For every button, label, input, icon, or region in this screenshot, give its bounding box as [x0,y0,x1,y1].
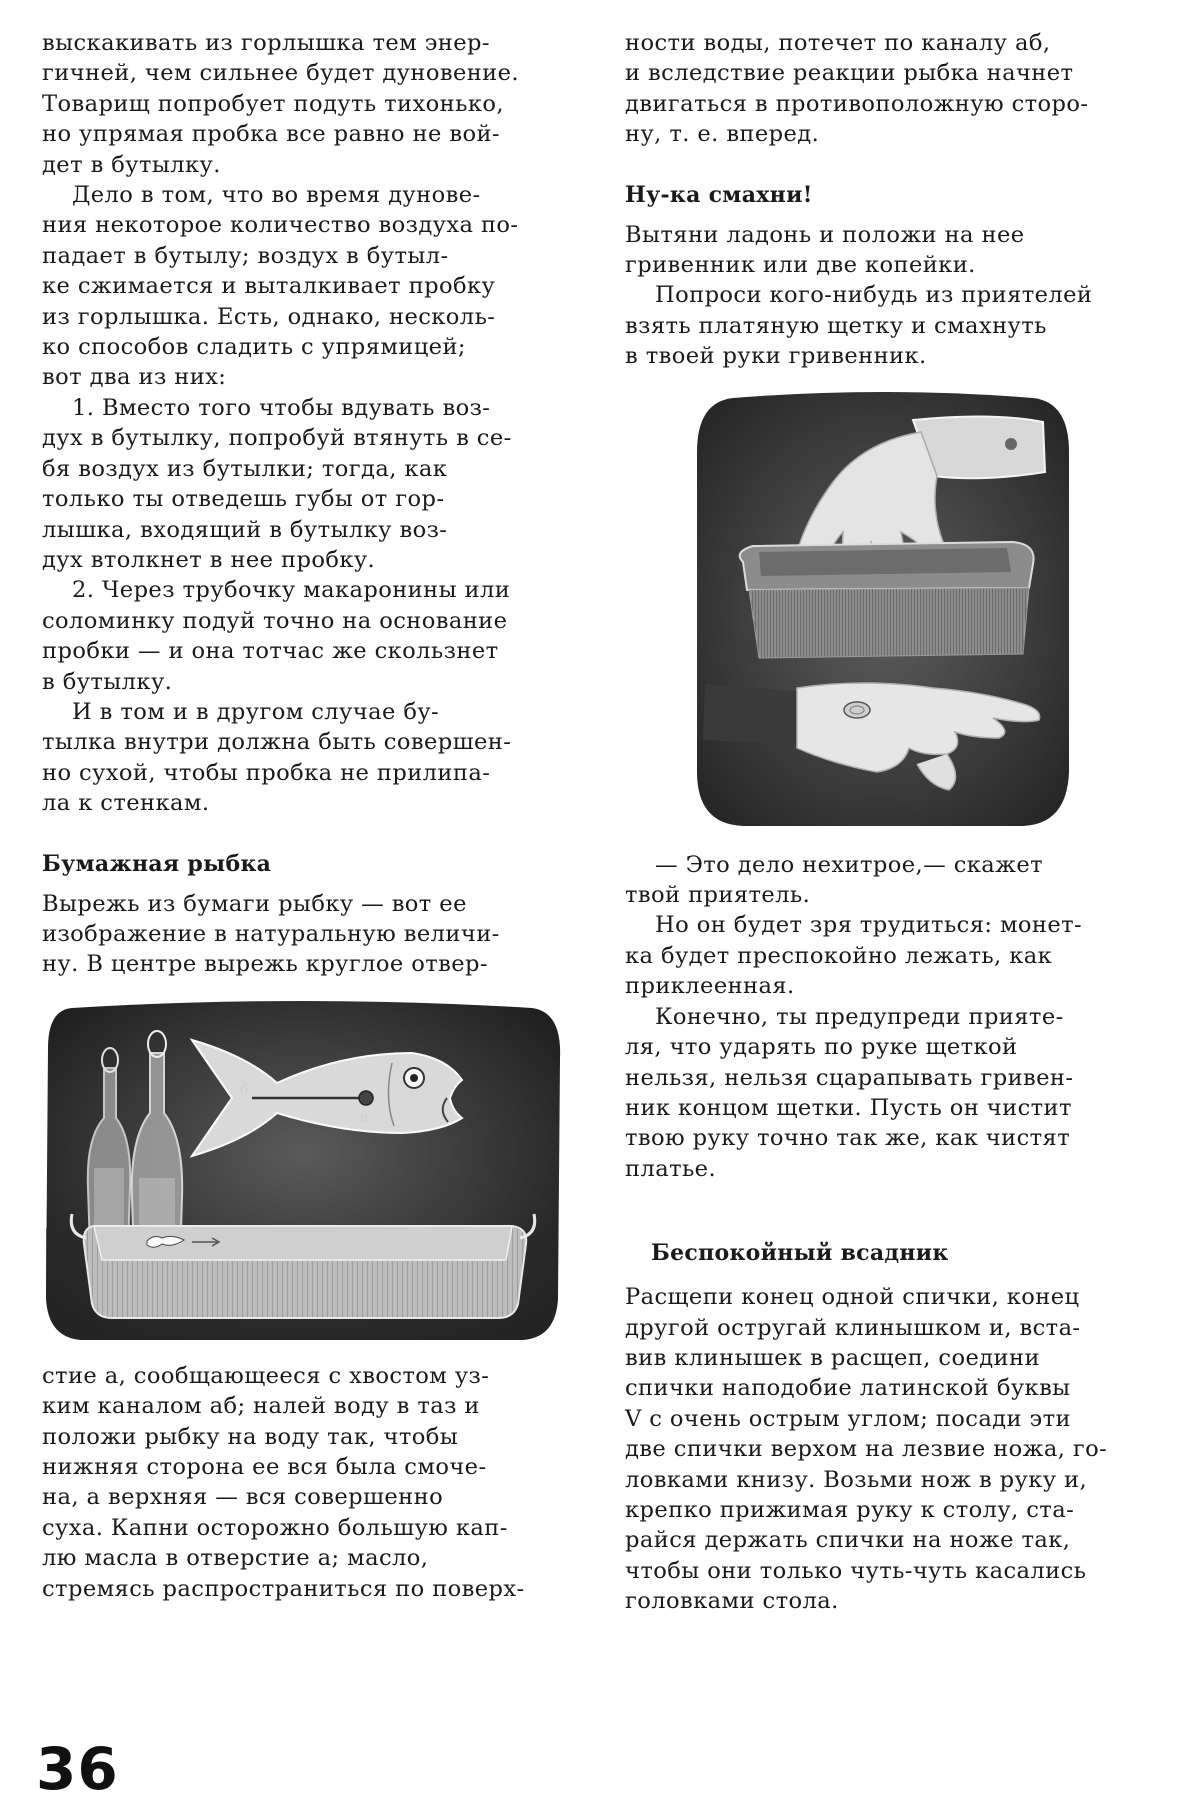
text-line: выскакивать из горлышка тем энер- [42,30,490,56]
brush-paragraph-5 [625,1002,1163,1184]
clothes-brush-icon [740,542,1034,658]
text-line: Конечно, ты предупреди прияте- [655,1003,1064,1030]
method-2-paragraph [42,575,588,697]
text-line: вот два из них: [42,364,227,391]
text-line: положи рыбку на воду так, чтобы [42,1423,459,1450]
text-line: и вследствие реакции рыбка начнет [625,60,1074,87]
text-line: дет в бутылку. [42,151,221,178]
hand-and-brush-drawing [693,392,1073,832]
text-line: гривенник или две копейки. [625,252,976,279]
text-line: в твоей руки гривенник. [625,343,927,370]
fish-continuation-paragraph [625,28,1163,150]
text-line: нижняя сторона ее вся была смоче- [42,1454,487,1480]
text-line: Но он будет зря трудиться: монет- [655,912,1083,939]
text-line: в бутылку. [42,668,173,695]
text-line: твой приятель. [625,882,811,909]
text-line: ля, что ударять по руке щеткой [625,1034,1018,1061]
text-line: из горлышка. Есть, однако, несколь- [42,303,496,330]
text-line: суха. Капни осторожно большую кап- [42,1514,508,1541]
text-line: двигаться в противоположную сторо- [625,90,1089,117]
text-line: райся держать спички на ноже так, [625,1527,1071,1554]
water-basin-icon [71,1214,534,1318]
text-line: лю масла в отверстие а; масло, [42,1545,429,1572]
text-line: Вырежь из бумаги рыбку — вот ее [42,890,467,917]
text-line: И в том и в другом случае бу- [72,698,440,725]
text-line: ности воды, потечет по каналу аб, [625,30,1051,56]
text-line: твою руку точно так же, как чистят [625,1125,1071,1152]
text-line: лышка, входящий в бутылку воз- [42,516,448,543]
text-line: ла к стенкам. [42,790,210,817]
brush-paragraph-4 [625,910,1163,1001]
text-line: на, а верхняя — вся совершенно [42,1484,444,1511]
text-line: вив клинышек в расщеп, соедини [625,1344,1040,1371]
text-line: ловками книзу. Возьми нож в руку и, [625,1466,1088,1493]
explanation-paragraph [42,180,588,393]
text-line: 2. Через трубочку макаронины или [72,577,511,604]
fish-intro-paragraph [42,889,588,980]
text-line: 1. Вместо того чтобы вдувать воз- [72,394,491,421]
method-1-paragraph [42,393,588,575]
intro-paragraph [42,28,588,180]
paper-fish-illustration [42,998,562,1343]
text-line: Попроси кого-нибудь из приятелей [655,282,1093,309]
text-line: ко способов сладить с упрямицей; [42,334,466,361]
text-line: пробки — и она тотчас же скользнет [42,638,499,665]
page-number: 36 [36,1735,119,1803]
text-line: ну. В центре вырежь круглое отвер- [42,951,488,978]
text-line: Дело в том, что во время дунове- [72,182,481,209]
text-line: тылка внутри должна быть совершен- [42,729,512,756]
text-line: чтобы они только чуть-чуть касались [625,1557,1087,1584]
rider-paragraph [625,1282,1163,1616]
text-line: платье. [625,1155,717,1182]
text-line: крепко прижимая руку к столу, ста- [625,1496,1075,1523]
text-line: ник концом щетки. Пусть он чистит [625,1094,1072,1121]
text-line: две спички верхом на лезвие ножа, го- [625,1436,1108,1463]
brush-paragraph-3 [625,850,1163,911]
fish-label-a: а [360,1109,369,1126]
text-line: ким каналом аб; налей воду в таз и [42,1393,480,1420]
text-line: ке сжимается и выталкивает пробку [42,273,496,300]
text-line: — Это дело нехитрое,— скажет [655,851,1043,878]
left-column [42,28,588,1604]
text-line: дух в бутылку, попробуй втянуть в се- [42,425,512,452]
text-line: бя воздух из бутылки; тогда, как [42,455,448,482]
hand-brush-illustration [693,392,1073,832]
text-line: спички наподобие латинской буквы [625,1375,1071,1402]
text-line: гичней, чем сильнее будет дуновение. [42,60,519,87]
fish-label-b: б [240,1081,249,1098]
text-line: приклеенная. [625,973,795,1000]
brush-paragraph-1 [625,220,1163,281]
right-column [625,28,1163,1617]
section-heading-rider: Беспокойный всадник [651,1240,949,1267]
section-heading-paper-fish: Бумажная рыбка [42,850,272,877]
text-line: ния некоторое количество воздуха по- [42,212,519,239]
brush-paragraph-2 [625,280,1163,371]
text-line: но сухой, чтобы пробка не прилипа- [42,759,491,786]
fish-instructions-paragraph [42,1361,588,1604]
section-heading-brush: Ну-ка смахни! [625,181,813,208]
text-line: дух втолкнет в нее пробку. [42,546,376,573]
text-line: Вытяни ладонь и положи на нее [625,221,1025,248]
text-line: падает в бутылу; воздух в бутыл- [42,242,449,269]
text-line: стие а, сообщающееся с хвостом уз- [42,1362,490,1389]
dry-bottle-paragraph [42,697,588,819]
text-line: V с очень острым углом; посади эти [625,1405,1071,1432]
text-line: ну, т. е. вперед. [625,121,820,148]
text-line: головками стола. [625,1588,839,1615]
text-line: соломинку подуй точно на основание [42,607,508,634]
text-line: другой остругай клинышком и, вста- [625,1314,1081,1341]
text-line: но упрямая пробка все равно не вой- [42,121,500,148]
text-line: Товарищ попробует подуть тихонько, [42,90,504,117]
fish-in-basin-drawing [42,998,562,1343]
text-line: только ты отведешь губы от гор- [42,486,445,513]
text-line: ка будет преспокойно лежать, как [625,942,1053,969]
text-line: изображение в натуральную величи- [42,920,500,947]
coin-icon [844,702,870,718]
text-line: Расщепи конец одной спички, конец [625,1284,1080,1311]
text-line: стремясь распространиться по поверх- [42,1575,525,1602]
text-line: нельзя, нельзя сцарапывать гривен- [625,1064,1074,1091]
text-line: взять платяную щетку и смахнуть [625,312,1047,339]
